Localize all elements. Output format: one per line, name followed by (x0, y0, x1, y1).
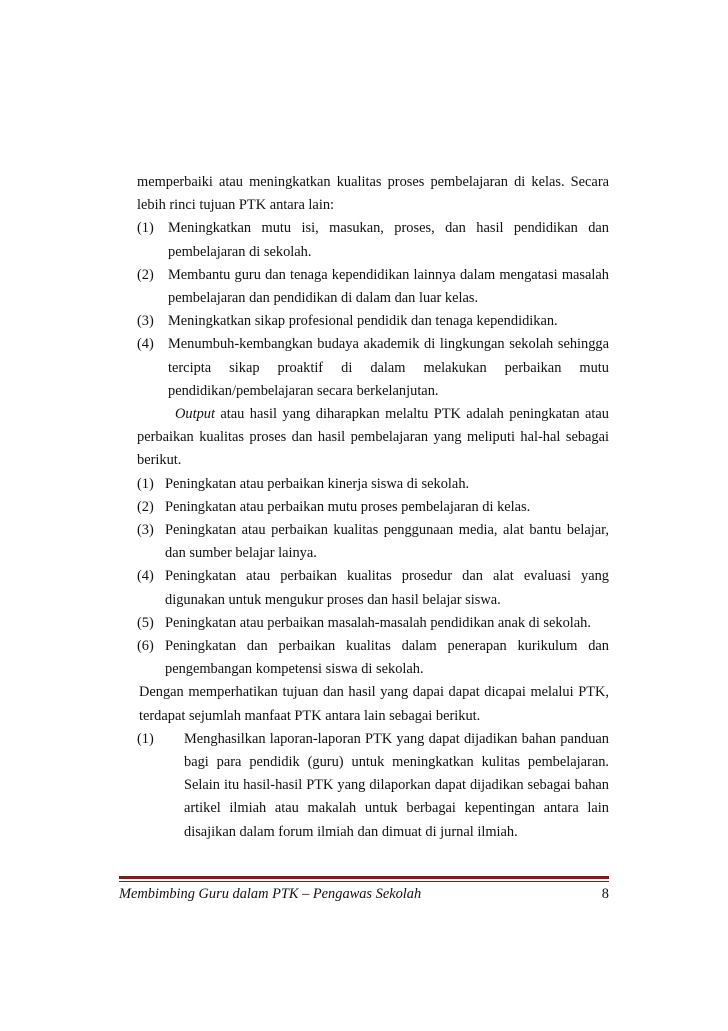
list-item-number: (2) (137, 266, 154, 283)
list-item (137, 264, 609, 310)
list-item-number: (1) (137, 220, 154, 237)
list-item-text: Peningkatan atau perbaikan kualitas penggunaan media, alat bantu belajar, dan sumber belajar lainya. (165, 522, 609, 562)
list-item-number: (3) (137, 522, 154, 539)
list-item-text: Meningkatkan mutu isi, masukan, proses, dan hasil pendidikan dan pembelajaran di sekolah. (168, 220, 609, 260)
output-list (137, 473, 609, 682)
list-item (137, 728, 609, 844)
page-number: 8 (601, 886, 609, 902)
footer-rule (119, 876, 609, 879)
list-item (137, 496, 609, 519)
list-item (137, 310, 609, 333)
page-body (137, 171, 609, 844)
list-item (137, 565, 609, 611)
list-item-number: (5) (137, 614, 154, 631)
tujuan-list (137, 217, 609, 403)
list-item-text: Membantu guru dan tenaga kependidikan lainnya dalam mengatasi masalah pembelajaran dan pendidikan di dalam dan luar kelas. (168, 266, 609, 307)
list-item (137, 635, 609, 681)
list-item-number: (2) (137, 498, 154, 515)
list-item-number: (4) (137, 568, 154, 585)
list-item-number: (4) (137, 336, 154, 353)
list-item-text: Peningkatan atau perbaikan kinerja siswa di sekolah. (165, 475, 470, 492)
list-item-text: Meningkatkan sikap profesional pendidik dan tenaga kependidikan. (168, 313, 558, 330)
manfaat-list (137, 728, 609, 844)
list-item-number: (1) (137, 475, 154, 492)
list-item (137, 217, 609, 263)
output-paragraph-text: atau hasil yang diharapkan melaltu PTK adalah peningkatan atau perbaikan kualitas proses dan hasil pembelajaran yang meliputi hal-hal sebagai berikut. (137, 406, 609, 469)
list-item-text: Peningkatan dan perbaikan kualitas dalam penerapan kurikulum dan pengembangan kompetensi siswa di sekolah. (165, 638, 609, 678)
list-item-text: Peningkatan atau perbaikan masalah-masalah pendidikan anak di sekolah. (165, 614, 591, 631)
output-term: Output (175, 406, 215, 423)
footer-rule-thin (119, 881, 609, 882)
footer-title: Membimbing Guru dalam PTK – Pengawas Sekolah (119, 886, 422, 902)
list-item-number: (6) (137, 638, 154, 655)
list-item-text: Peningkatan atau perbaikan mutu proses pembelajaran di kelas. (165, 498, 531, 515)
list-item (137, 612, 609, 635)
list-item (137, 333, 609, 403)
list-item-text: Peningkatan atau perbaikan kualitas prosedur dan alat evaluasi yang digunakan untuk mengukur proses dan hasil belajar siswa. (165, 568, 609, 608)
manfaat-paragraph: Dengan memperhatikan tujuan dan hasil yang dapai dapat dicapai melalui PTK, terdapat sejumlah manfaat PTK antara lain sebagai berikut. (139, 684, 609, 724)
list-item-number: (3) (137, 313, 154, 330)
list-item (137, 519, 609, 565)
intro-paragraph: memperbaiki atau meningkatkan kualitas proses pembelajaran di kelas. Secara lebih rinci tujuan PTK antara lain: (137, 174, 609, 214)
list-item (137, 473, 609, 496)
list-item-number: (1) (137, 730, 154, 747)
list-item-text: Menumbuh-kembangkan budaya akademik di lingkungan sekolah sehingga tercipta sikap proaktif di dalam melakukan perbaikan mutu pendidikan/pembelajaran secara berkelanjutan. (168, 336, 609, 399)
list-item-text: Menghasilkan laporan-laporan PTK yang dapat dijadikan bahan panduan bagi para pendidik (guru) untuk meningkatkan kulitas pembelajaran. Selain itu hasil-hasil PTK yang dilaporkan dapat dijadikan sebagai bahan artikel ilmiah atau makalah untuk berbagai kepentingan antara lain disajikan dalam forum ilmiah dan dimuat di jurnal ilmiah. (184, 730, 609, 840)
output-paragraph (137, 403, 609, 473)
